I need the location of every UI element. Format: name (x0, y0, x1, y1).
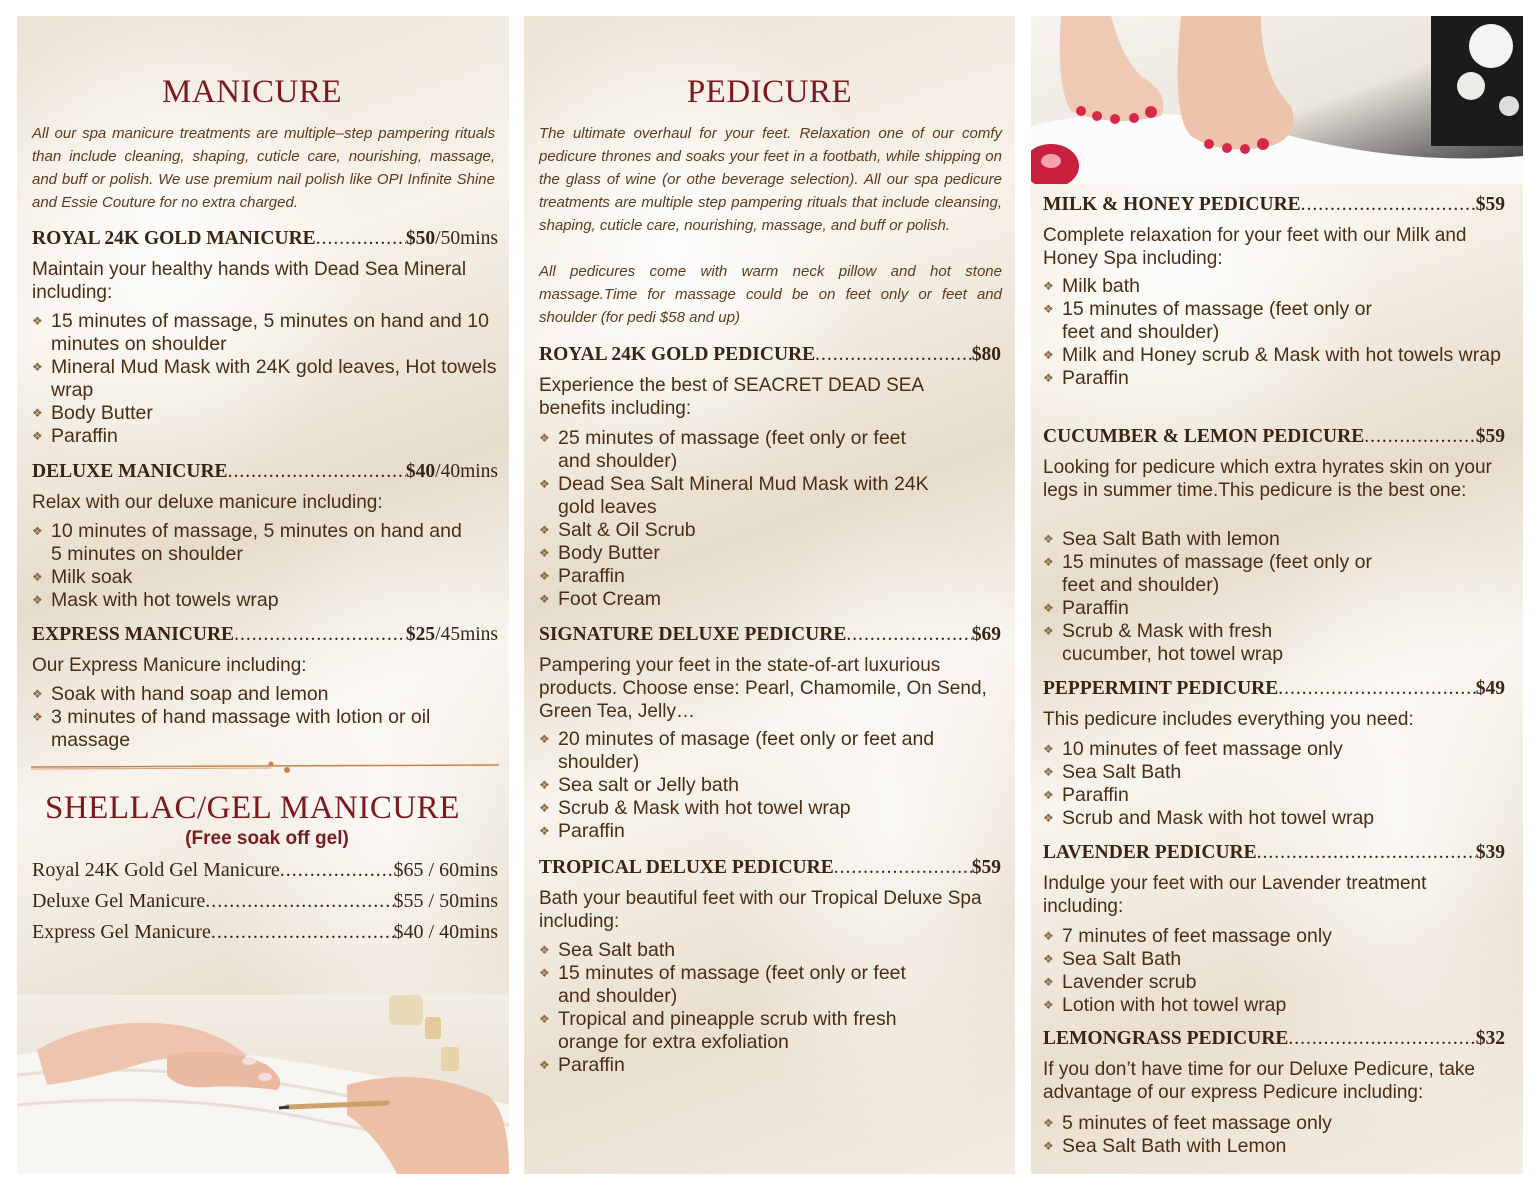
bullet-icon: ❖ (1043, 742, 1054, 756)
leader-dots (846, 624, 971, 646)
bullet-icon: ❖ (1043, 371, 1054, 385)
service-name: TROPICAL DELUXE PEDICURE (539, 857, 834, 878)
bullet-icon: ❖ (32, 314, 43, 328)
bullet-icon: ❖ (539, 1058, 550, 1072)
service-heading (1043, 194, 1505, 216)
pedicure-more-panel (1031, 16, 1523, 1174)
leader-dots (1301, 194, 1476, 216)
service-price: $25 (405, 624, 436, 645)
service-price: $39 (1475, 842, 1505, 863)
list-item: ❖ 20 minutes of masage (feet only or feet and shoulder) (539, 728, 935, 773)
list-item: ❖ Scrub & Mask with hot towel wrap (539, 797, 851, 819)
service-heading (32, 461, 498, 483)
list-item: ❖ Milk and Honey scrub & Mask with hot towels wrap (1043, 344, 1501, 366)
gel-price-row (32, 890, 498, 913)
gel-service-name: Express Gel Manicure (32, 921, 211, 943)
leader-dots (815, 344, 972, 366)
service-heading (32, 228, 498, 250)
bullet-icon: ❖ (539, 778, 550, 792)
gel-subtitle: (Free soak off gel) (185, 828, 349, 849)
bullet-icon: ❖ (539, 824, 550, 838)
bullet-icon: ❖ (32, 406, 43, 420)
service-description: Complete relaxation for your feet with our Milk and Honey Spa including: (1043, 225, 1467, 269)
list-item: ❖ Sea Salt Bath (1043, 948, 1182, 970)
bullet-icon: ❖ (1043, 788, 1054, 802)
leader-dots (211, 921, 394, 944)
bullet-icon: ❖ (1043, 952, 1054, 966)
list-item: ❖ Dead Sea Salt Mineral Mud Mask with 24K gold leaves (539, 473, 929, 518)
gel-service-price: $65 / 60mins (393, 859, 498, 881)
service-heading (1043, 678, 1505, 700)
service-items (1043, 925, 1483, 1017)
leader-dots (1364, 426, 1476, 448)
bullet-icon: ❖ (32, 524, 43, 538)
list-item: ❖ Lotion with hot towel wrap (1043, 994, 1287, 1016)
service-description: Maintain your healthy hands with Dead Sea Mineral including: (32, 259, 467, 303)
service-duration: /45mins (435, 624, 498, 645)
service-description: Looking for pedicure which extra hyrates skin on your legs in summer time.This pedicure is the best one: (1043, 457, 1492, 501)
list-item: ❖ Sea Salt Bath (1043, 761, 1182, 783)
bullet-icon: ❖ (1043, 555, 1054, 569)
manicure-title: MANICURE (161, 74, 342, 110)
list-item: ❖ 10 minutes of feet massage only (1043, 738, 1343, 760)
pedicure-title: PEDICURE (686, 74, 853, 110)
service-price: $49 (1475, 678, 1505, 699)
bullet-icon: ❖ (539, 477, 550, 491)
service-heading (539, 857, 1001, 879)
bullet-icon: ❖ (1043, 624, 1054, 638)
list-item: ❖ Paraffin (1043, 367, 1129, 389)
list-item: ❖ Mineral Mud Mask with 24K gold leaves, Hot towels wrap (32, 356, 497, 401)
service-items (32, 520, 472, 612)
service-items (1043, 528, 1373, 666)
service-price: $59 (1475, 426, 1505, 447)
bullet-icon: ❖ (1043, 929, 1054, 943)
service-items (1043, 1112, 1483, 1158)
service-duration: /40mins (435, 461, 498, 482)
bullet-icon: ❖ (32, 593, 43, 607)
service-items (1043, 275, 1508, 390)
leader-dots (834, 857, 972, 879)
list-item: ❖ Soak with hand soap and lemon (32, 683, 329, 705)
service-name: LAVENDER PEDICURE (1043, 842, 1257, 863)
service-name: LEMONGRASS PEDICURE (1043, 1028, 1289, 1049)
list-item: ❖ Paraffin (1043, 784, 1129, 806)
bullet-icon: ❖ (1043, 811, 1054, 825)
service-heading (1043, 426, 1505, 448)
list-item: ❖ Sea salt or Jelly bath (539, 774, 740, 796)
bullet-icon: ❖ (539, 431, 550, 445)
bullet-icon: ❖ (539, 1012, 550, 1026)
list-item: ❖ Paraffin (32, 425, 118, 447)
bullet-icon: ❖ (1043, 998, 1054, 1012)
bullet-icon: ❖ (32, 570, 43, 584)
bullet-icon: ❖ (539, 943, 550, 957)
list-item: ❖ 25 minutes of massage (feet only or feet and shoulder) (539, 427, 906, 472)
list-item: ❖ 5 minutes of feet massage only (1043, 1112, 1332, 1134)
bullet-icon: ❖ (539, 569, 550, 583)
service-price: $80 (971, 344, 1001, 365)
bullet-icon: ❖ (539, 523, 550, 537)
bullet-icon: ❖ (1043, 532, 1054, 546)
list-item: ❖ Foot Cream (539, 588, 661, 610)
service-heading (1043, 842, 1505, 864)
list-item: ❖ 7 minutes of feet massage only (1043, 925, 1332, 947)
bullet-icon: ❖ (1043, 975, 1054, 989)
list-item: ❖ Body Butter (539, 542, 660, 564)
list-item: ❖ Sea Salt bath (539, 939, 676, 961)
bullet-icon: ❖ (1043, 601, 1054, 615)
service-name: SIGNATURE DELUXE PEDICURE (539, 624, 847, 645)
service-description: Bath your beautiful feet with our Tropical Deluxe Spa including: (539, 888, 982, 932)
manicure-intro: All our spa manicure treatments are multiple–step pampering rituals than include cleaning, shaping, cuticle care, nourishing, massage, and buff or polish. We use premium nail polish like OPI Infinite Shine and Essie Couture for no extra charged. (32, 125, 495, 211)
leader-dots (1278, 678, 1475, 700)
leader-dots (205, 890, 393, 913)
list-item: ❖ Sea Salt Bath with Lemon (1043, 1135, 1287, 1157)
service-name: CUCUMBER & LEMON PEDICURE (1043, 426, 1365, 447)
service-price: $69 (971, 624, 1001, 645)
service-duration: /50mins (435, 228, 498, 249)
list-item: ❖ 15 minutes of massage (feet only or feet and shoulder) (1043, 551, 1372, 596)
leader-dots (1288, 1028, 1475, 1050)
bullet-icon: ❖ (539, 801, 550, 815)
bullet-icon: ❖ (539, 732, 550, 746)
pedicure-intro: The ultimate overhaul for your feet. Relaxation one of our comfy pedicure thrones and soaks your feet in a footbath, while shipping on the glass of wine (or othe beverage selection). All our spa pedicure treatments are multiple step pampering rituals that include cleansing, shaping, cuticle care, nourishing, massage, and buff or polish. (539, 125, 1002, 234)
manicure-photo (17, 995, 509, 1174)
list-item: ❖ Paraffin (539, 820, 625, 842)
service-items (539, 728, 979, 843)
service-name: PEPPERMINT PEDICURE (1043, 678, 1279, 699)
pedicure-photo (1031, 16, 1523, 184)
list-item: ❖ Paraffin (539, 565, 625, 587)
list-item: ❖ 10 minutes of massage, 5 minutes on hand and 5 minutes on shoulder (32, 520, 462, 565)
list-item: ❖ Paraffin (1043, 597, 1129, 619)
list-item: ❖ Scrub & Mask with fresh cucumber, hot towel wrap (1043, 620, 1284, 665)
leader-dots (316, 228, 406, 250)
service-name: ROYAL 24K GOLD MANICURE (32, 228, 316, 249)
list-item: ❖ Milk bath (1043, 275, 1141, 297)
list-item: ❖ Salt & Oil Scrub (539, 519, 696, 541)
leader-dots (1257, 842, 1476, 864)
list-item: ❖ Body Butter (32, 402, 153, 424)
service-price: $50 (405, 228, 436, 249)
service-description: Pampering your feet in the state-of-art luxurious products. Choose ense: Pearl, Chamomile, On Send, Green Tea, Jelly… (539, 655, 987, 722)
list-item: ❖ Paraffin (539, 1054, 625, 1076)
service-heading (32, 624, 498, 646)
service-items (1043, 738, 1483, 830)
bullet-icon: ❖ (32, 360, 43, 374)
gel-service-name: Deluxe Gel Manicure (32, 890, 206, 912)
list-item: ❖ 3 minutes of hand massage with lotion or oil massage (32, 706, 431, 751)
service-name: DELUXE MANICURE (32, 461, 228, 482)
list-item: ❖ 15 minutes of massage (feet only or feet and shoulder) (1043, 298, 1372, 343)
bullet-icon: ❖ (539, 966, 550, 980)
bullet-icon: ❖ (1043, 279, 1054, 293)
leader-dots (234, 624, 406, 646)
gel-service-price: $40 / 40mins (393, 921, 498, 943)
list-item: ❖ Milk soak (32, 566, 133, 588)
bullet-icon: ❖ (1043, 1139, 1054, 1153)
pedicure-panel (524, 16, 1015, 1174)
service-price: $59 (1475, 194, 1505, 215)
service-heading (1043, 1028, 1505, 1050)
service-price: $40 (405, 461, 436, 482)
service-heading (539, 344, 1001, 366)
gel-price-row (32, 859, 498, 882)
gel-title: SHELLAC/GEL MANICURE (45, 790, 460, 826)
service-items (539, 427, 929, 611)
service-items (32, 683, 452, 752)
gel-price-row (32, 921, 498, 944)
service-description: Our Express Manicure including: (32, 655, 307, 676)
service-description: Experience the best of SEACRET DEAD SEA benefits including: (539, 375, 924, 419)
list-item: ❖ Lavender scrub (1043, 971, 1197, 993)
service-description: Relax with our deluxe manicure including: (32, 492, 383, 513)
service-price: $59 (971, 857, 1001, 878)
bullet-icon: ❖ (32, 710, 43, 724)
list-item: ❖ Sea Salt Bath with lemon (1043, 528, 1280, 550)
service-items (32, 310, 502, 448)
gel-service-name: Royal 24K Gold Gel Manicure (32, 859, 280, 881)
bullet-icon: ❖ (1043, 765, 1054, 779)
decorative-divider (31, 760, 499, 774)
bullet-icon: ❖ (1043, 1116, 1054, 1130)
list-item: ❖ Scrub and Mask with hot towel wrap (1043, 807, 1375, 829)
service-items (539, 939, 929, 1077)
leader-dots (228, 461, 406, 483)
bullet-icon: ❖ (539, 546, 550, 560)
bullet-icon: ❖ (1043, 348, 1054, 362)
service-name: MILK & HONEY PEDICURE (1043, 194, 1301, 215)
list-item: ❖ 15 minutes of massage (feet only or feet and shoulder) (539, 962, 906, 1007)
bullet-icon: ❖ (32, 429, 43, 443)
list-item: ❖ Mask with hot towels wrap (32, 589, 279, 611)
list-item: ❖ Tropical and pineapple scrub with fresh orange for extra exfoliation (539, 1008, 897, 1053)
list-item: ❖ 15 minutes of massage, 5 minutes on hand and 10 minutes on shoulder (32, 310, 489, 355)
service-name: ROYAL 24K GOLD PEDICURE (539, 344, 816, 365)
service-heading (539, 624, 1001, 646)
gel-service-price: $55 / 50mins (393, 890, 498, 912)
bullet-icon: ❖ (539, 592, 550, 606)
service-price: $32 (1475, 1028, 1505, 1049)
service-description: If you don’t have time for our Deluxe Pedicure, take advantage of our express Pedicure including: (1043, 1059, 1475, 1103)
leader-dots (280, 859, 394, 882)
bullet-icon: ❖ (32, 687, 43, 701)
pedicure-intro-note: All pedicures come with warm neck pillow and hot stone massage.Time for massage could be on feet only or feet and shoulder (for pedi $58 and up) (539, 263, 1002, 326)
service-name: EXPRESS MANICURE (32, 624, 235, 645)
service-description: Indulge your feet with our Lavender treatment including: (1043, 873, 1427, 917)
bullet-icon: ❖ (1043, 302, 1054, 316)
manicure-panel (17, 16, 509, 1174)
service-description: This pedicure includes everything you need: (1043, 709, 1414, 730)
